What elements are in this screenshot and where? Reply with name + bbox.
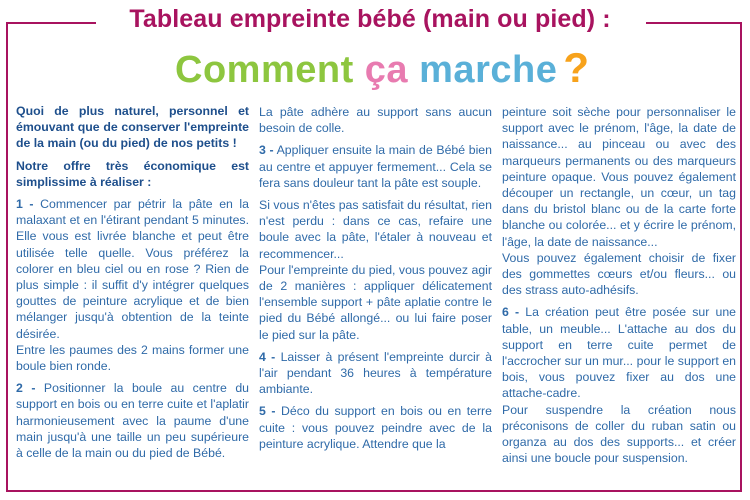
step-3 xyxy=(259,142,492,191)
step-2-end: La pâte adhère au support sans aucun besoin de colle. xyxy=(259,105,492,136)
step-1-extra: Entre les paumes des 2 mains former une boule bien ronde. xyxy=(16,342,249,374)
step-3-text: Appliquer ensuite la main de Bébé bien au centre et appuyer fermement... Cela se fera sans douleur tant la pâte est souple. xyxy=(259,143,492,190)
step-6 xyxy=(502,304,736,401)
step-2 xyxy=(16,380,249,461)
step-1 xyxy=(16,196,249,342)
step-4-number: 4 - xyxy=(259,349,276,364)
page-subtitle xyxy=(175,44,590,92)
step-4 xyxy=(259,349,492,398)
step-3-retry: Si vous n'êtes pas satisfait du résultat, rien n'est perdu : dans ce cas, refaire une boule avec la pâte, l'étaler à nouveau et recommencer... xyxy=(259,198,492,261)
step-6-number: 6 - xyxy=(502,305,520,320)
intro-paragraph: Quoi de plus naturel, personnel et émouvant que de conserver l'empreinte de la main (ou du pied) de nos petits ! xyxy=(16,104,249,151)
step-5-extra: Vous pouvez également choisir de fixer des gommettes cœurs et/ou fleurs... ou des strass auto-adhésifs. xyxy=(502,250,736,298)
step-3-number: 3 - xyxy=(259,143,274,158)
step-5-text: Déco du support en bois ou en terre cuite : vous pouvez peindre avec de la peinture acrylique. Attendre que la xyxy=(259,404,492,451)
step-6-end: Pour suspendre la création nous préconisons de coller du ruban satin ou organza au dos des supports... et créer ainsi une boucle pour suspension. xyxy=(502,402,736,466)
subtitle-word-comment: Comment xyxy=(175,49,354,91)
column-1 xyxy=(16,103,249,461)
step-1-text: Commencer par pétrir la pâte en la malaxant et en l'étirant pendant 5 minutes. Elle vous est livrée blanche et peut être utilisée telle quelle. Vous préférez la colorer en bleu ciel ou en rose ? Rien de plus simple : il suffit d'y intégrer quelques gouttes de peinture acrylique et de bien mélanger jusqu'à obtention de la teinte désirée. xyxy=(16,197,250,341)
subtitle-question-mark: ? xyxy=(563,44,590,91)
step-1-number: 1 - xyxy=(16,197,34,212)
column-2 xyxy=(259,104,492,452)
step-3-foot: Pour l'empreinte du pied, vous pouvez agir de 2 manières : appliquer délicatement l'ensemble support + pâte aplatie contre le pied du Bébé allongé... ou lui faire poser le pied sur la pâte. xyxy=(259,262,492,342)
step-5 xyxy=(259,403,492,452)
step-2-number: 2 - xyxy=(16,381,36,396)
column-3 xyxy=(502,104,736,466)
subtitle-word-marche: marche xyxy=(419,49,558,91)
step-2-text: Positionner la boule au centre du support en bois ou en terre cuite et l'aplatir harmonieusement avec la paume d'une main jusqu'à une taille un peu supérieure à celle de la main ou du pied de Bébé. xyxy=(16,381,250,461)
step-5-number: 5 - xyxy=(259,404,276,419)
page-title: Tableau empreinte bébé (main ou pied) : xyxy=(129,5,611,33)
step-6-text: La création peut être posée sur une table, un meuble... L'attache au dos du support en terre cuite permet de l'accrocher sur un mur... pour le support en bois, vous pouvez fixer au dos une attache-cadre. xyxy=(502,305,736,401)
step-4-text: Laisser à présent l'empreinte durcir à l'air pendant 36 heures à température ambiante. xyxy=(259,349,492,397)
subtitle-word-ca: ça xyxy=(364,49,409,91)
intro-offer: Notre offre très économique est simplissime à réaliser : xyxy=(16,158,249,189)
step-5-cont: peinture soit sèche pour personnaliser le support avec le prénom, l'âge, la date de naissance... au pinceau ou avec des marqueurs permanents ou des marqueurs peinture opaque. Vous pouvez également découper un rectangle, un cœur, un tag dans du bristol blanc ou de la carte forte blanche ou colorée... et y écrire le prénom, l'âge, la date de naissance... xyxy=(502,105,736,249)
